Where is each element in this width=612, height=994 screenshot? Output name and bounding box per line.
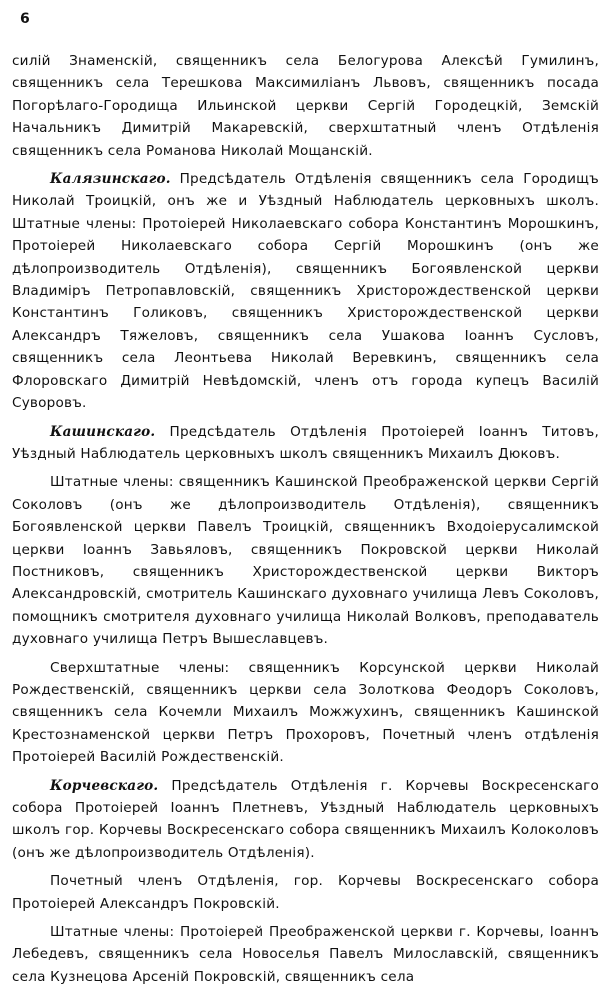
paragraph-kashin bbox=[12, 421, 599, 466]
paragraph-text: Предсѣдатель Отдѣленiя Протоiерей Iоаннъ Титовъ, Уѣздный Наблюдатель церковныхъ школъ священникъ Михаилъ Дюковъ. bbox=[12, 423, 599, 462]
paragraph-text: Сверхштатные члены: священникъ Корсунской церкви Николай Рождественскiй, священникъ церкви села Золоткова Феодоръ Соколовъ, священникъ села Кочемли Михаилъ Можжухинъ, священникъ Кашинской Крестознаменской церкви Петръ Прохоровъ, Почетный членъ отдѣленiя Протоiерей Василiй Рождественскiй. bbox=[12, 659, 599, 766]
section-heading-kashin: Кашинскаго. bbox=[50, 423, 156, 440]
paragraph-text: Почетный членъ Отдѣленiя, гор. Корчевы Воскресенскаго собора Протоiерей Александръ Покровскiй. bbox=[12, 873, 599, 912]
paragraph-text: Штатные члены: священникъ Кашинской Преображенской церкви Сергiй Соколовъ (онъ же дѣлопроизводитель Отдѣленiя), священникъ Богоявленской церкви Павелъ Троицкiй, священникъ Входоiерусалимской церкви Iоаннъ Завьяловъ, священникъ Покровской церкви Николай Постниковъ, священникъ Христорождественской церкви Викторъ Александровскiй, смотритель Кашинскаго духовнаго училища Левъ Соколовъ, помощникъ смотрителя духовнаго училища Николай Волковъ, преподаватель духовнаго училища Петръ Вышеславцевъ. bbox=[12, 474, 599, 648]
paragraph-kashin-staff bbox=[12, 471, 599, 650]
paragraph-korcheva bbox=[12, 775, 599, 865]
paragraph-korcheva-staff bbox=[12, 921, 599, 988]
paragraph-continuation bbox=[12, 50, 599, 162]
paragraph-text: силiй Знаменскiй, священникъ села Белогурова Алексѣй Гумилинъ, священникъ села Терешкова Максимилiанъ Львовъ, священникъ посада Погорѣлаго-Городища Ильинской церкви Сергiй Городецкiй, Земскiй Начальникъ Димитрiй Макаревскiй, сверхштатный членъ Отдѣленiя священникъ села Романова Николай Мощанскiй. bbox=[12, 53, 599, 159]
paragraph-text: Предсѣдатель Отдѣленiя священникъ села Городищъ Николай Троицкiй, онъ же и Уѣздный Наблюдатель церковныхъ школъ. Штатные члены: Протоiерей Николаевскаго собора Константинъ Морошкинъ, Протоiерей Николаевскаго собора Сергiй Морошкинъ (онъ же дѣлопроизводитель Отдѣленiя), священникъ Богоявленской церкви Владимiръ Петропавловскiй, священникъ Христорождественской церкви Константинъ Голиковъ, священникъ Христорождественской церкви Александръ Тяжеловъ, священникъ села Ушакова Iоаннъ Сусловъ, священникъ села Леонтьева Николай Веревкинъ, священникъ села Флоровскаго Димитрiй Невѣдомскiй, членъ отъ города купецъ Василiй Суворовъ. bbox=[12, 171, 599, 412]
page-number: 6 bbox=[20, 11, 30, 27]
paragraph-kalyazin bbox=[12, 168, 599, 414]
document-page bbox=[12, 10, 599, 994]
paragraph-text: Штатные члены: Протоiерей Преображенской церкви г. Корчевы, Iоаннъ Лебедевъ, священникъ села Новоселья Павелъ Милославскiй, священникъ села Кузнецова Арсенiй Покровскiй, священникъ села bbox=[12, 924, 599, 985]
paragraph-text: Предсѣдатель Отдѣленiя г. Корчевы Воскресенскаго собора Протоiерей Iоаннъ Плетневъ, Уѣздный Наблюдатель церковныхъ школъ гор. Корчевы Воскресенскаго собора священникъ Михаилъ Колоколовъ (онъ же дѣлопроизводитель Отдѣленiя). bbox=[12, 777, 599, 861]
section-heading-kalyazin: Калязинскаго. bbox=[50, 171, 171, 188]
paragraph-kashin-supernumerary bbox=[12, 657, 599, 769]
paragraph-korcheva-honorary bbox=[12, 870, 599, 915]
section-heading-korcheva: Корчевскаго. bbox=[50, 777, 159, 794]
